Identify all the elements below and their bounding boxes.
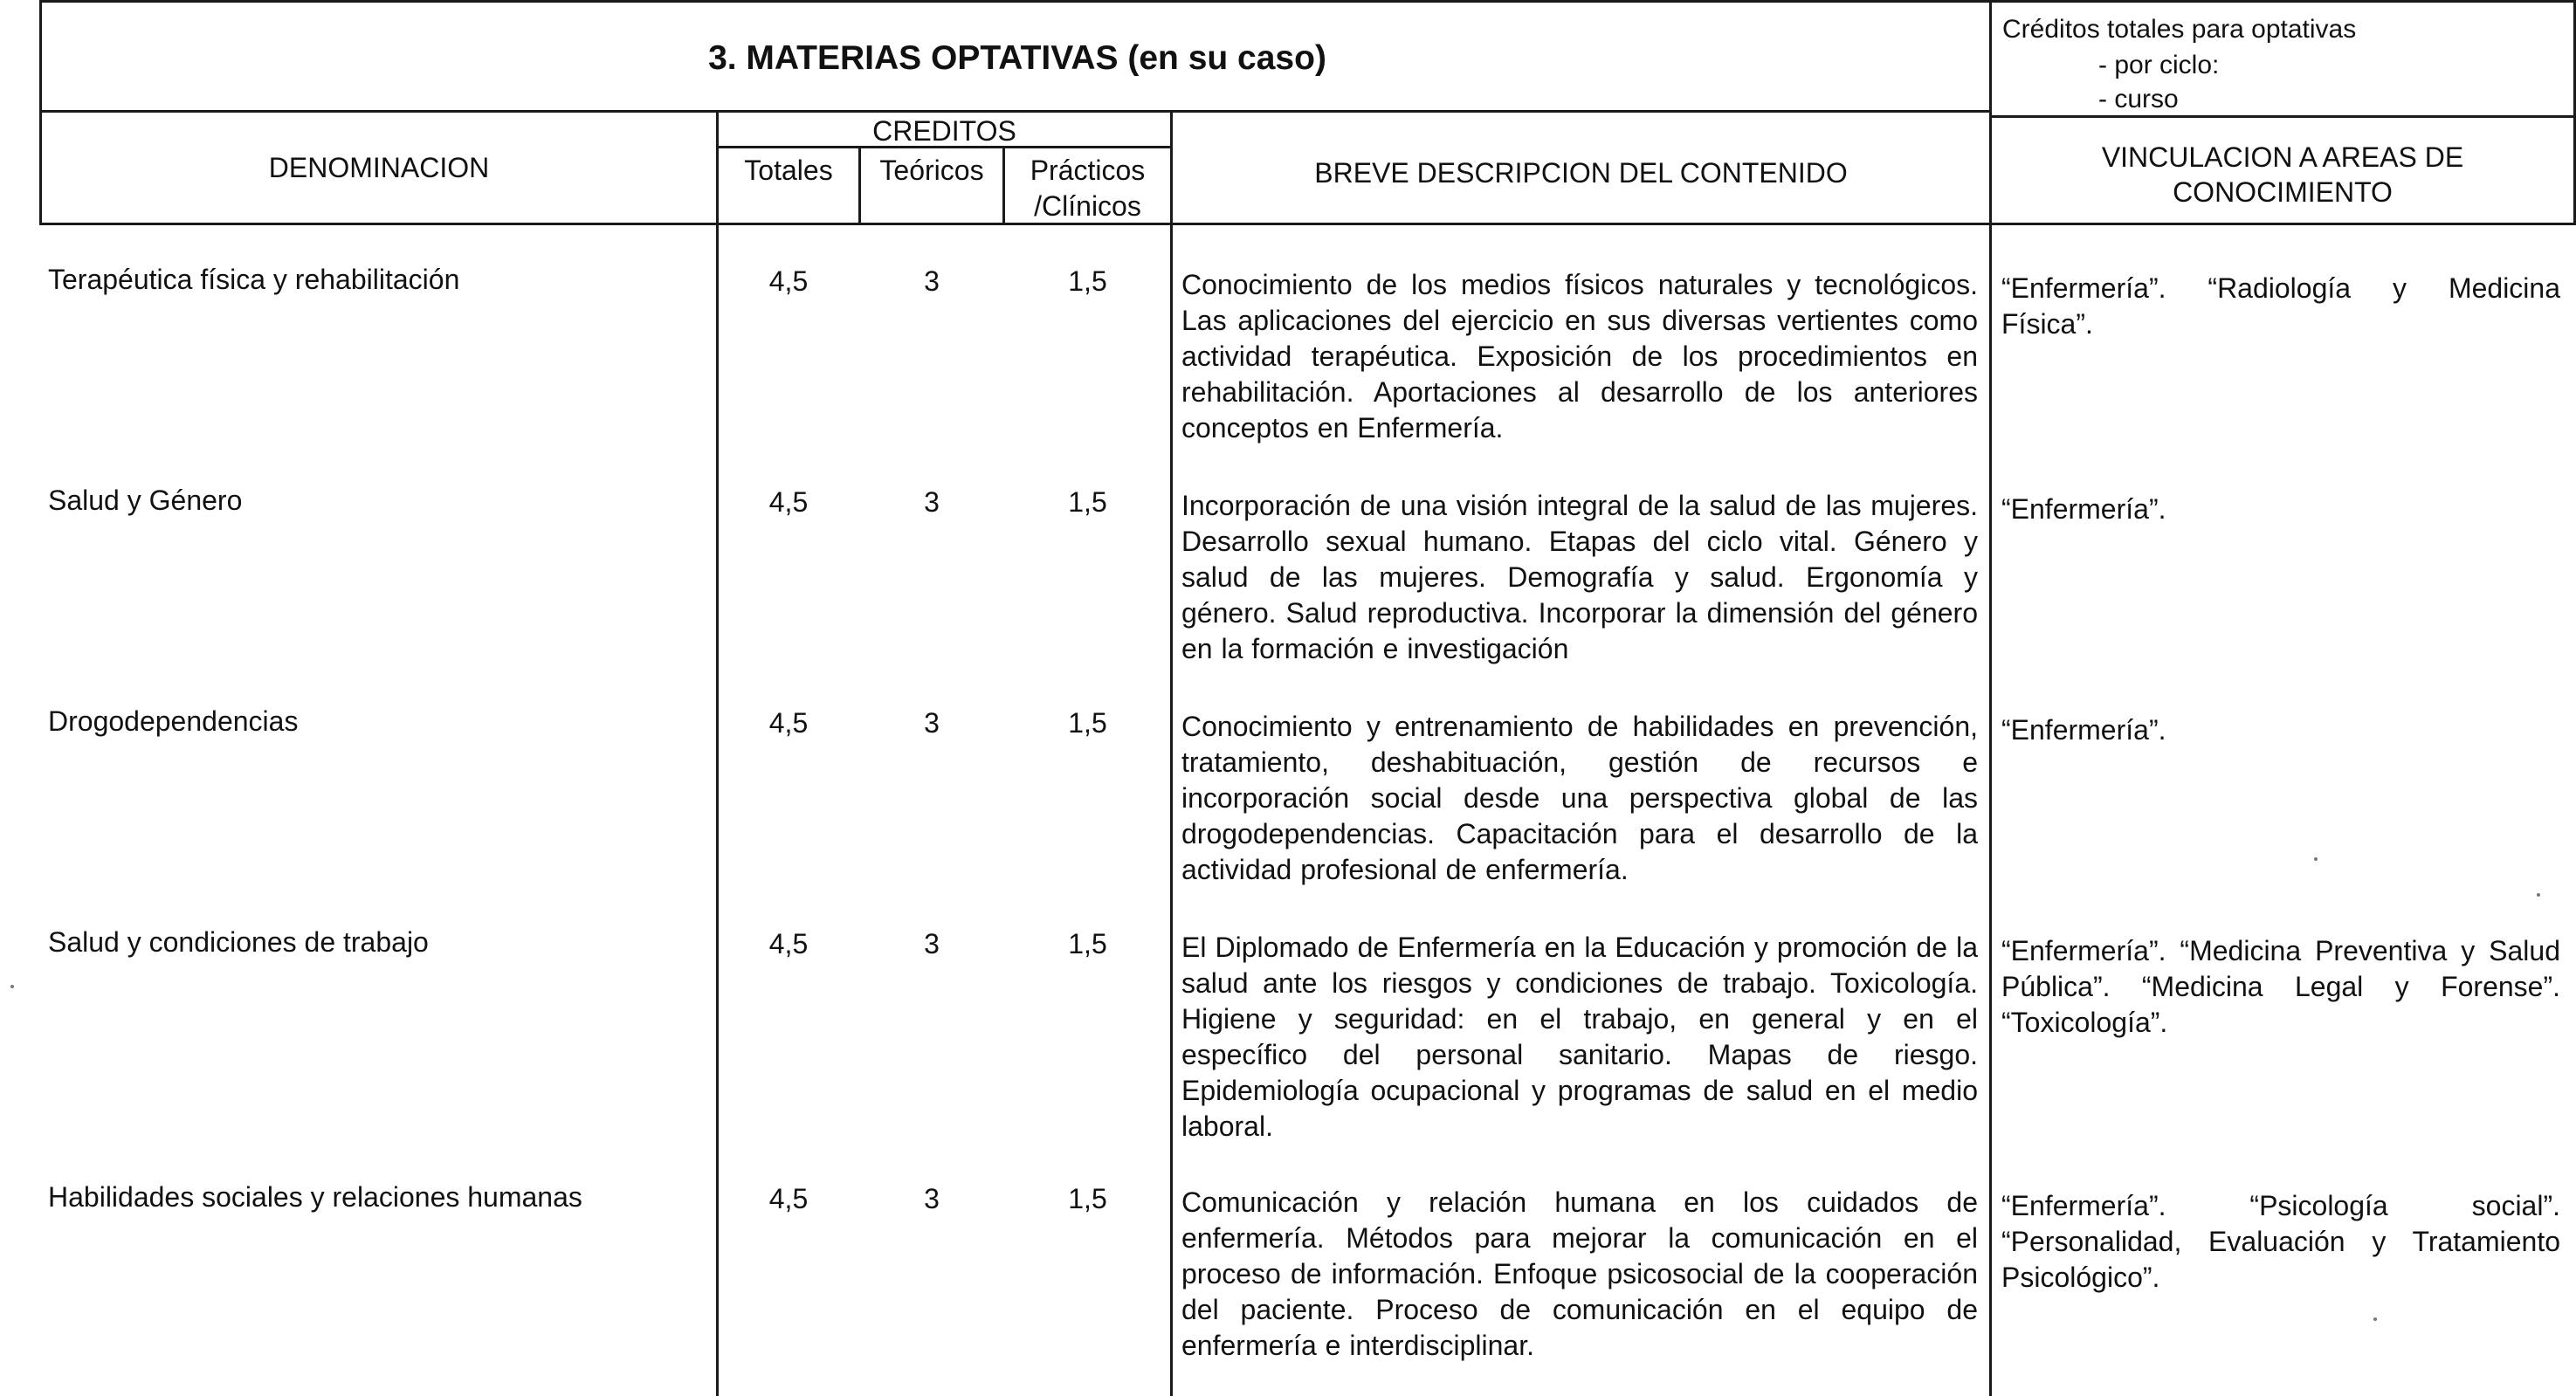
table-row-vinculacion: “Enfermería”. — [2001, 714, 2166, 746]
table-row-teoricos: 3 — [924, 928, 940, 959]
table-row-vinculacion: “Enfermería”. “Radiología y Medicina Física”. — [2001, 272, 2560, 340]
table-row-teoricos: 3 — [924, 707, 940, 739]
table-row-name: Salud y Género — [48, 485, 243, 516]
col-header-denominacion: DENOMINACION — [268, 152, 490, 183]
table-row-totales: 4,5 — [768, 707, 809, 739]
col-header-descripcion: BREVE DESCRIPCION DEL CONTENIDO — [1314, 157, 1848, 189]
table-row-teoricos: 3 — [924, 1183, 940, 1214]
table-row-descripcion: Incorporación de una visión integral de la salud de las mujeres. Desarrollo sexual humano. Etapas del ciclo vital. Género y salud de las mujeres. Demografía y salud. Ergonomía y género. Salud reproductiva. Incorporar la dimensión del género en la formación e investigación — [1181, 490, 1978, 664]
table-row-name: Salud y condiciones de trabajo — [48, 926, 429, 958]
table-row-practicos: 1,5 — [1068, 928, 1107, 959]
table-row-totales: 4,5 — [768, 928, 809, 959]
col-header-totales: Totales — [744, 155, 833, 186]
col-header-practicos-line1: Prácticos — [1030, 155, 1146, 186]
table-row-name: Terapéutica física y rehabilitación — [48, 264, 460, 295]
scan-speck — [2537, 893, 2540, 897]
scan-speck — [2373, 1317, 2377, 1321]
table-row-totales: 4,5 — [768, 1183, 809, 1214]
col-header-vinculacion-line2: CONOCIMIENTO — [2173, 176, 2393, 208]
col-header-vinculacion-line1: VINCULACION A AREAS DE — [2101, 141, 2464, 173]
table-row-vinculacion: “Enfermería”. “Medicina Preventiva y Salud Pública”. “Medicina Legal y Forense”. “Toxicología”. — [2001, 935, 2560, 1038]
table-row-vinculacion: “Enfermería”. “Psicología social”. “Personalidad, Evaluación y Tratamiento Psicológico”. — [2001, 1190, 2560, 1293]
table-row-name: Habilidades sociales y relaciones humanas — [48, 1181, 582, 1213]
col-sep-practicos — [1170, 110, 1173, 1396]
table-row-totales: 4,5 — [768, 486, 809, 518]
table-row-practicos: 1,5 — [1068, 1183, 1107, 1214]
table-border-top — [39, 0, 2576, 3]
header-bottom-divider — [39, 223, 2576, 225]
col-header-practicos-line2: /Clínicos — [1034, 190, 1141, 222]
table-row-descripcion: El Diplomado de Enfermería en la Educación y promoción de la salud ante los riesgos y condiciones de trabajo. Toxicología. Higiene y seguridad: en el trabajo, en general y en el específico del personal sanitario. Mapas de riesgo. Epidemiología ocupacional y programas de salud en el medio laboral. — [1181, 932, 1978, 1142]
table-row-name: Drogodependencias — [48, 705, 299, 737]
title-row-divider — [39, 110, 1989, 113]
credits-info-line2: - por ciclo: — [2098, 51, 2220, 79]
credits-info-divider — [1989, 115, 2576, 118]
page-title: 3. MATERIAS OPTATIVAS (en su caso) — [708, 39, 1326, 77]
table-row-vinculacion: “Enfermería”. — [2001, 493, 2166, 525]
col-header-creditos: CREDITOS — [872, 115, 1016, 147]
col-header-teoricos: Teóricos — [879, 155, 984, 186]
table-row-totales: 4,5 — [768, 265, 809, 297]
table-row-practicos: 1,5 — [1068, 265, 1107, 297]
table-row-teoricos: 3 — [924, 265, 940, 297]
table-row-descripcion: Conocimiento y entrenamiento de habilidades en prevención, tratamiento, deshabituación, gestión de recursos e incorporación social desde una perspectiva global de las drogodependencias. Capacitación para el desarrollo de la actividad profesional de enfermería. — [1181, 711, 1978, 885]
table-border-left — [39, 0, 42, 223]
credits-info-line3: - curso — [2098, 85, 2179, 113]
scan-speck — [2314, 857, 2318, 861]
table-row-descripcion: Conocimiento de los medios físicos naturales y tecnológicos. Las aplicaciones del ejercicio en sus diversas vertientes como actividad terapéutica. Exposición de los procedimientos en rehabilitación. Aportaciones al desarrollo de los anteriores conceptos en Enfermería. — [1181, 269, 1978, 444]
credits-info-line1: Créditos totales para optativas — [2002, 15, 2357, 44]
table-row-descripcion: Comunicación y relación humana en los cuidados de enfermería. Métodos para mejorar la comunicación en el proceso de información. Enfoque psicosocial de la cooperación del paciente. Proceso de comunicación en el equipo de enfermería e interdisciplinar. — [1181, 1186, 1978, 1361]
table-row-practicos: 1,5 — [1068, 486, 1107, 518]
table-row-teoricos: 3 — [924, 486, 940, 518]
table-row-practicos: 1,5 — [1068, 707, 1107, 739]
scan-speck — [10, 985, 14, 988]
